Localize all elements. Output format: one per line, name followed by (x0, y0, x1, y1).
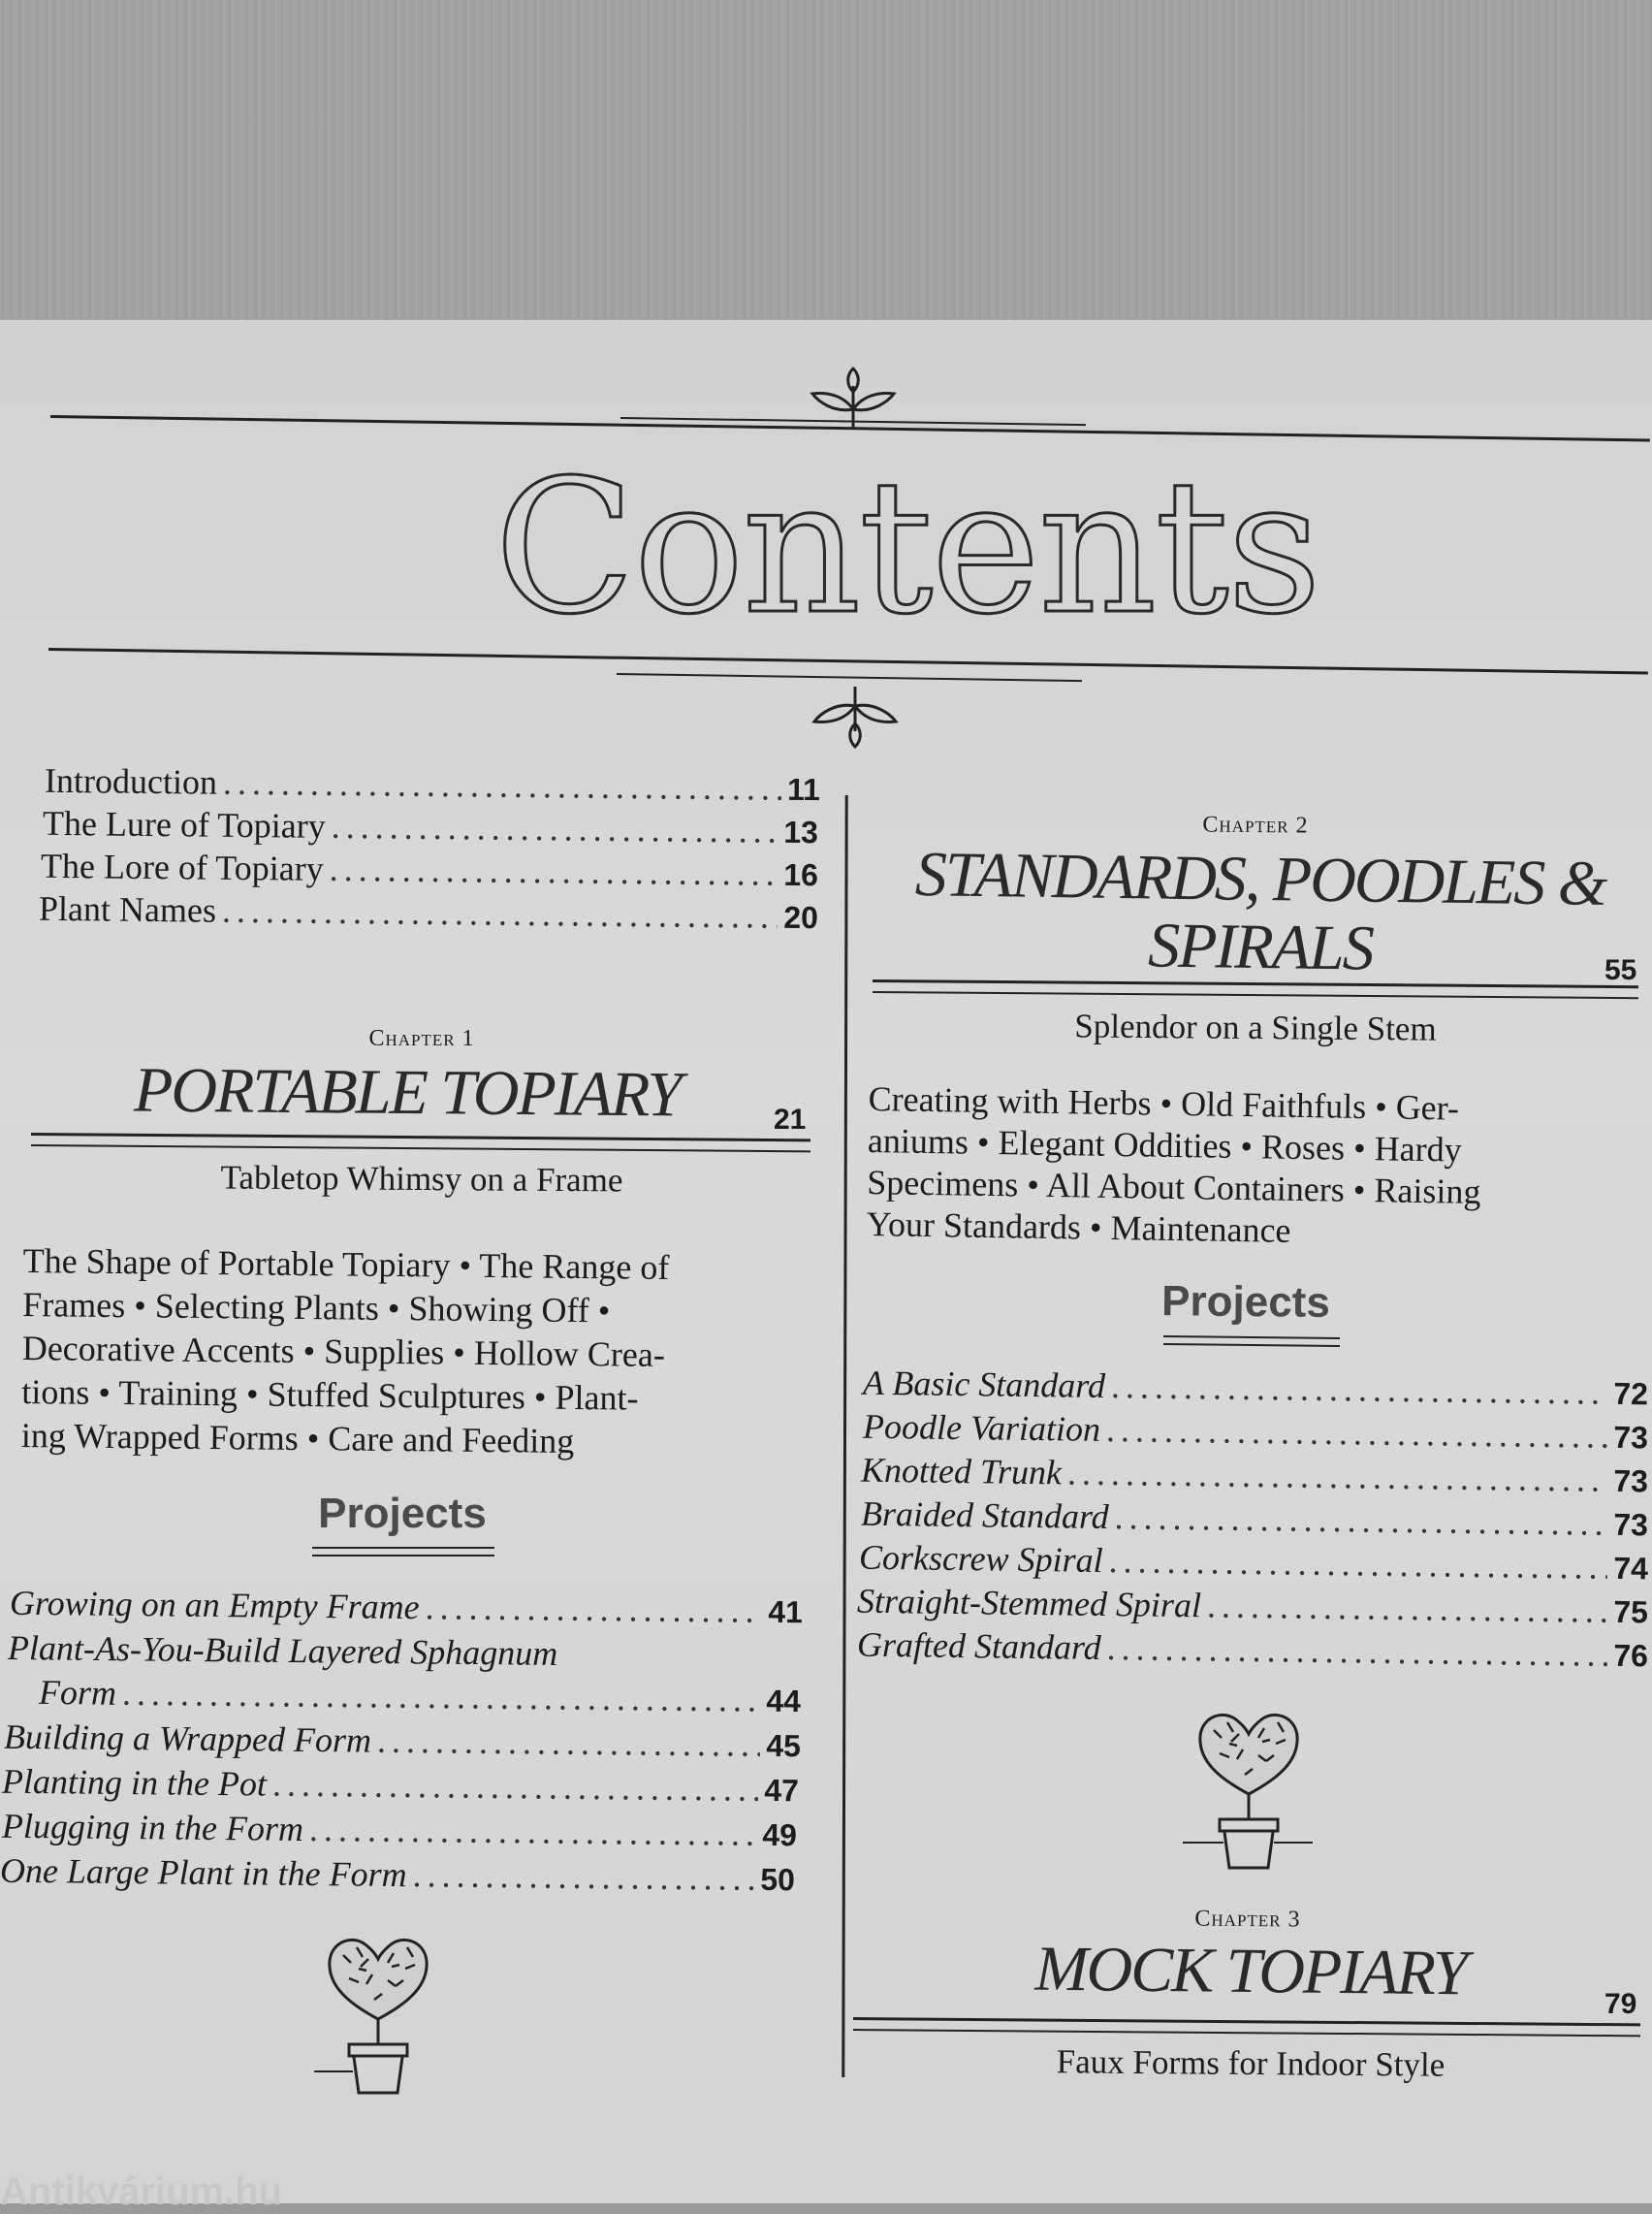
leader-dots (1108, 1540, 1607, 1588)
project-label: A Basic Standard (862, 1363, 1106, 1405)
leader-dots (1106, 1409, 1608, 1457)
chapter-title-line[interactable]: STANDARDS, POODLES & (914, 839, 1606, 919)
toc-entry-page: 11 (786, 771, 821, 808)
wooden-background (0, 0, 1652, 349)
leader-dots (1207, 1585, 1608, 1630)
leader-dots (1106, 1627, 1607, 1675)
leader-dots (309, 1809, 757, 1854)
watermark: Antikvárium.hu (0, 2170, 283, 2213)
project-page: 73 (1613, 1419, 1649, 1456)
project-page: 44 (766, 1683, 802, 1719)
toc-entry[interactable] (41, 846, 818, 894)
leader-dots (377, 1720, 761, 1765)
leader-dots (332, 806, 778, 851)
project-page: 74 (1613, 1550, 1649, 1587)
project-label: Building a Wrapped Form (3, 1717, 372, 1760)
project-page: 50 (760, 1861, 796, 1898)
leader-dots (425, 1587, 762, 1631)
chapter-subtitle: Splendor on a Single Stem (1074, 1007, 1437, 1048)
toc-entry[interactable] (39, 888, 818, 937)
summary-line: Decorative Accents • Supplies • Hollow Crea- (21, 1328, 666, 1374)
chapter-page-number: 79 (1604, 1988, 1637, 2020)
project-label: Planting in the Pot (1, 1761, 268, 1804)
project-page: 41 (768, 1593, 804, 1630)
summary-line: Creating with Herbs • Old Faithfuls • Ger- (868, 1078, 1460, 1128)
chapter-title[interactable]: MOCK TOPIARY (1034, 1933, 1467, 2009)
project-label: Form (38, 1672, 117, 1713)
heart-topiary-icon (310, 1926, 446, 2101)
toc-entry-label: Introduction (44, 760, 218, 802)
toc-entry[interactable] (43, 803, 818, 851)
projects-underline (312, 1547, 494, 1549)
project-label: Braided Standard (860, 1493, 1109, 1537)
chapter-title[interactable]: PORTABLE TOPIARY (133, 1054, 682, 1131)
leader-dots (272, 1764, 759, 1810)
toc-entry-page: 20 (783, 899, 819, 936)
toc-entry-page: 16 (783, 856, 819, 893)
project-page: 47 (764, 1772, 800, 1809)
project-entry[interactable] (2, 1761, 799, 1811)
project-entry[interactable] (39, 1672, 801, 1720)
project-label: Plant-As-You-Build Layered Sphagnum (7, 1628, 558, 1673)
project-entry[interactable] (10, 1583, 803, 1632)
chapter-page-number: 21 (774, 1104, 807, 1136)
leader-dots (1114, 1496, 1607, 1544)
chapter-summary (21, 1239, 818, 1466)
toc-entry-label: Plant Names (38, 888, 217, 930)
summary-line: Your Standards • Maintenance (866, 1203, 1291, 1250)
chapter-subtitle: Faux Forms for Indoor Style (1056, 2042, 1446, 2084)
projects-heading: Projects (318, 1490, 487, 1537)
project-label: Plugging in the Form (1, 1806, 304, 1848)
chapter-label: Chapter 1 (368, 1026, 475, 1051)
project-label: Growing on an Empty Frame (9, 1583, 420, 1627)
project-label: One Large Plant in the Form (0, 1850, 407, 1895)
summary-line: Frames • Selecting Plants • Showing Off • (22, 1284, 611, 1331)
toc-entry-label: The Lure of Topiary (42, 803, 326, 846)
project-page: 72 (1613, 1375, 1649, 1412)
leader-dots (412, 1854, 754, 1899)
leader-dots (222, 890, 778, 937)
leader-dots (1111, 1365, 1608, 1413)
project-label: Straight-Stemmed Spiral (856, 1581, 1202, 1625)
projects-underline-double (312, 1555, 494, 1556)
project-label: Corkscrew Spiral (858, 1537, 1103, 1580)
project-label: Knotted Trunk (860, 1450, 1063, 1492)
project-page: 75 (1613, 1593, 1649, 1630)
leader-dots (330, 849, 778, 894)
project-entry[interactable] (4, 1717, 801, 1766)
project-page: 73 (1613, 1462, 1649, 1499)
project-label: Poodle Variation (862, 1406, 1101, 1449)
toc-entry-page: 13 (783, 814, 819, 850)
summary-line: Specimens • All About Containers • Raising (867, 1162, 1481, 1211)
project-entry[interactable] (0, 1850, 795, 1900)
chapter-title-line[interactable]: SPIRALS (1147, 910, 1374, 984)
leaf-sprig-icon (805, 367, 902, 433)
summary-line: tions • Training • Stuffed Sculptures • Plant- (21, 1371, 639, 1418)
summary-line: aniums • Elegant Oddities • Roses • Hardy (867, 1120, 1462, 1170)
chapter-label: Chapter 3 (1194, 1906, 1301, 1933)
leader-dots (223, 762, 782, 809)
chapter-page-number: 55 (1604, 954, 1637, 986)
project-page: 49 (762, 1816, 798, 1853)
chapter-label: Chapter 2 (1202, 812, 1309, 839)
page-title: Contents (494, 440, 1320, 655)
leaf-sprig-icon (807, 683, 904, 749)
summary-line: The Shape of Portable Topiary • The Range of (22, 1240, 670, 1287)
projects-heading: Projects (1160, 1277, 1331, 1327)
project-page: 73 (1613, 1506, 1649, 1543)
leader-dots (122, 1673, 761, 1720)
project-page: 76 (1613, 1637, 1649, 1674)
summary-line: ing Wrapped Forms • Care and Feeding (20, 1415, 575, 1460)
leader-dots (1067, 1452, 1608, 1499)
chapter-subtitle: Tabletop Whimsy on a Frame (220, 1158, 623, 1200)
toc-entry[interactable] (45, 760, 820, 809)
heart-topiary-icon (1181, 1701, 1317, 1876)
project-entry[interactable] (2, 1806, 797, 1855)
toc-entry-label: The Lore of Topiary (40, 846, 324, 888)
project-page: 45 (766, 1727, 802, 1764)
project-entry[interactable] (8, 1627, 745, 1676)
chapter-summary (866, 1078, 1644, 1258)
project-label: Grafted Standard (856, 1624, 1101, 1667)
